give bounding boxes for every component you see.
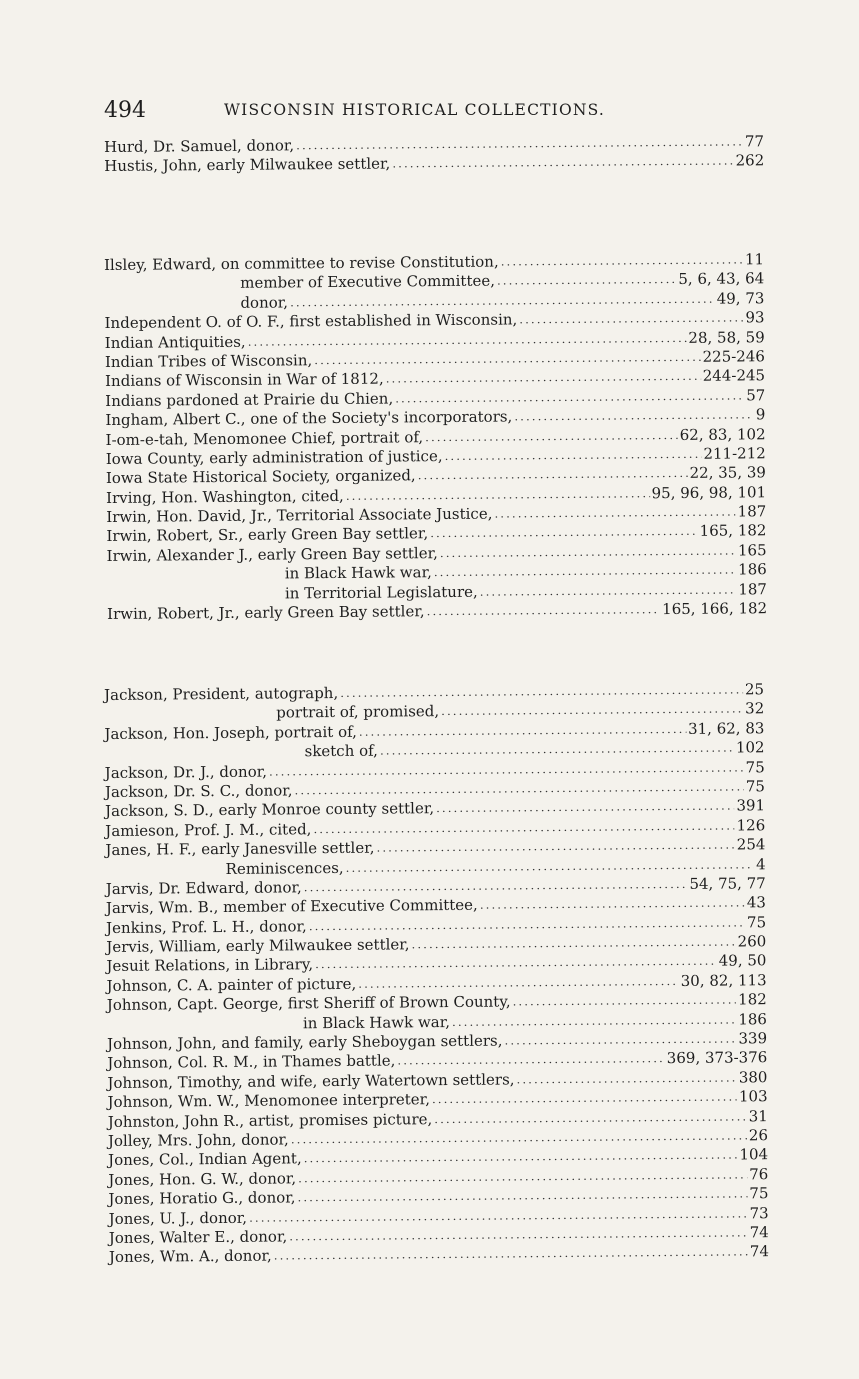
entry-label: Independent O. of O. F., first established in Wisconsin, xyxy=(104,310,518,333)
entry-pages: 22, 35, 39 xyxy=(689,463,766,483)
entry-label: Jackson, Dr. S. C., donor, xyxy=(104,781,293,801)
entry-pages: 254 xyxy=(736,835,766,854)
entry-pages: 369, 373-376 xyxy=(666,1048,768,1068)
entry-pages: 28, 58, 59 xyxy=(688,327,765,347)
leader-dots xyxy=(432,1088,737,1110)
entry-label: Johnson, C. A. painter of picture, xyxy=(106,974,357,995)
leader-dots xyxy=(494,503,735,524)
entry-label: Jolley, Mrs. John, donor, xyxy=(107,1130,289,1150)
entry-pages: 74 xyxy=(749,1223,769,1242)
entry-pages: 260 xyxy=(737,932,767,951)
entry-label: in Black Hawk war, xyxy=(284,563,432,583)
entry-label: Irwin, Hon. David, Jr., Territorial Associate Justice, xyxy=(106,504,493,527)
leader-dots xyxy=(418,464,688,486)
entry-pages: 182 xyxy=(738,990,767,1009)
entry-label: Iowa State Historical Society, organized, xyxy=(105,466,416,488)
entry-pages: 380 xyxy=(738,1068,768,1087)
entry-label: Jarvis, Wm. B., member of Executive Committee, xyxy=(105,896,478,918)
leader-dots xyxy=(452,1010,736,1032)
entry-pages: 5, 6, 43, 64 xyxy=(678,269,765,289)
entry-pages: 187 xyxy=(737,502,767,521)
leader-dots xyxy=(274,1243,748,1267)
index-section-i xyxy=(104,250,767,624)
entry-label: I-om-e-tah, Menomonee Chief, portrait of, xyxy=(105,427,424,449)
leader-dots xyxy=(501,250,743,272)
entry-label: Hustis, John, early Milwaukee settler, xyxy=(104,154,391,176)
entry-pages: 31, 62, 83 xyxy=(687,719,765,738)
entry-label: Iowa County, early administration of justice, xyxy=(105,446,443,468)
entry-label: Johnson, John, and family, early Sheboygan settlers, xyxy=(107,1031,503,1054)
entry-pages: 57 xyxy=(746,385,766,405)
entry-label: Jenkins, Prof. L. H., donor, xyxy=(106,916,307,937)
entry-pages: 186 xyxy=(738,560,767,579)
entry-label: Johnston, John R., artist, promises picture, xyxy=(107,1109,433,1131)
entry-label: Jackson, S. D., early Monroe county settler, xyxy=(105,799,435,821)
entry-label: Irwin, Robert, Sr., early Green Bay settler, xyxy=(106,524,429,546)
entry-pages: 49, 73 xyxy=(716,289,765,308)
running-title: WISCONSIN HISTORICAL COLLECTIONS. xyxy=(224,101,606,119)
entry-pages: 73 xyxy=(749,1203,769,1222)
entry-pages: 75 xyxy=(745,777,765,796)
entry-label: Indians of Wisconsin in War of 1812, xyxy=(105,369,384,391)
leader-dots xyxy=(441,700,743,722)
entry-pages: 103 xyxy=(738,1087,768,1106)
leader-dots xyxy=(480,580,737,602)
entry-label: Jones, Walter E., donor, xyxy=(108,1227,288,1247)
entry-pages: 95, 96, 98, 101 xyxy=(651,482,767,502)
leader-dots xyxy=(519,309,743,330)
entry-pages: 75 xyxy=(746,912,767,932)
leader-dots xyxy=(497,270,677,291)
entry-pages: 26 xyxy=(748,1126,769,1145)
entry-pages: 75 xyxy=(749,1184,769,1203)
entry-label: Jones, Hon. G. W., donor, xyxy=(108,1169,297,1189)
entry-label: sketch of, xyxy=(304,741,378,761)
entry-pages: 31 xyxy=(748,1106,768,1125)
entry-pages: 165, 166, 182 xyxy=(662,599,768,619)
entry-label: Reminiscences, xyxy=(225,858,344,878)
entry-label: Johnson, Wm. W., Menomonee interpreter, xyxy=(107,1090,431,1112)
entry-label: Jackson, President, autograph, xyxy=(103,683,339,704)
entry-label: Jones, Horatio G., donor, xyxy=(108,1188,296,1209)
entry-label: in Black Hawk war, xyxy=(302,1012,451,1032)
entry-label: Irwin, Alexander J., early Green Bay settler, xyxy=(106,543,438,565)
entry-pages: 9 xyxy=(755,405,766,424)
entry-label: Janes, H. F., early Janesville settler, xyxy=(105,838,375,860)
entry-pages: 339 xyxy=(738,1029,768,1048)
leader-dots xyxy=(440,541,736,563)
leader-dots xyxy=(436,797,735,819)
entry-label: Jackson, Hon. Joseph, portrait of, xyxy=(104,722,357,743)
entry-label: Indian Tribes of Wisconsin, xyxy=(104,351,313,371)
entry-pages: 225-246 xyxy=(702,347,765,366)
entry-label: Johnson, Capt. George, first Sheriff of Brown County, xyxy=(106,992,511,1015)
entry-label: Irving, Hon. Washington, cited, xyxy=(106,486,344,507)
entry-label: donor, xyxy=(240,293,289,312)
entry-pages: 77 xyxy=(744,132,765,151)
leader-dots xyxy=(480,894,745,916)
entry-label: Jones, Wm. A., donor, xyxy=(108,1246,272,1267)
leader-dots xyxy=(512,991,736,1012)
index-section-j xyxy=(104,680,769,1267)
entry-pages: 186 xyxy=(738,1009,768,1029)
entry-pages: 165, 182 xyxy=(699,521,767,541)
entry-pages: 187 xyxy=(738,579,768,599)
entry-label: member of Executive Committee, xyxy=(240,271,496,293)
entry-pages: 74 xyxy=(749,1242,770,1261)
entry-label: Jarvis, Dr. Edward, donor, xyxy=(105,878,302,898)
entry-pages: 126 xyxy=(736,815,766,835)
leader-dots xyxy=(516,1068,736,1089)
entry-pages: 165 xyxy=(737,541,767,560)
leader-dots xyxy=(346,484,650,506)
entry-label: Indians pardoned at Prairie du Chien, xyxy=(105,389,394,410)
leader-dots xyxy=(444,445,701,467)
entry-pages: 104 xyxy=(739,1145,769,1164)
entry-pages: 54, 75, 77 xyxy=(689,874,766,893)
entry-label: Irwin, Robert, Jr., early Green Bay settler, xyxy=(107,602,425,624)
entry-pages: 244-245 xyxy=(702,366,766,386)
entry-pages: 211-212 xyxy=(703,444,766,463)
entry-pages: 49, 50 xyxy=(718,951,767,971)
entry-pages: 76 xyxy=(749,1164,769,1184)
page-header xyxy=(104,98,764,128)
entry-label: Jones, U. J., donor, xyxy=(108,1208,248,1228)
entry-pages: 11 xyxy=(744,250,765,269)
entry-pages: 391 xyxy=(736,796,766,815)
entry-pages: 43 xyxy=(746,893,766,912)
entry-pages: 30, 82, 113 xyxy=(680,971,767,990)
entry-pages: 4 xyxy=(755,854,766,873)
leader-dots xyxy=(434,561,736,583)
entry-label: Hurd, Dr. Samuel, donor, xyxy=(103,136,295,156)
entry-label: Jackson, Dr. J., donor, xyxy=(104,762,268,782)
entry-label: Ilsley, Edward, on committee to revise Constitution, xyxy=(103,252,499,274)
entry-label: Jesuit Relations, in Library, xyxy=(106,955,314,976)
entry-pages: 62, 83, 102 xyxy=(679,424,766,444)
entry-label: Indian Antiquities, xyxy=(104,332,246,352)
page-number: 494 xyxy=(104,98,146,123)
entry-label: Johnson, Col. R. M., in Thames battle, xyxy=(107,1051,396,1073)
entry-label: portrait of, promised, xyxy=(276,702,440,722)
entry-label: Jones, Col., Indian Agent, xyxy=(108,1149,302,1170)
leader-dots xyxy=(397,1050,665,1072)
entry-label: Johnson, Timothy, and wife, early Watertown settlers, xyxy=(107,1070,515,1092)
entry-label: in Territorial Legislature, xyxy=(284,582,478,603)
leader-dots xyxy=(430,522,698,544)
leader-dots xyxy=(425,426,678,448)
entry-label: Ingham, Albert C., one of the Society's incorporators, xyxy=(105,407,513,430)
entry-pages: 262 xyxy=(735,151,765,170)
leader-dots xyxy=(392,152,733,174)
entry-label: Jervis, William, early Milwaukee settler, xyxy=(106,935,410,957)
leader-dots xyxy=(504,1030,736,1051)
entry-pages: 32 xyxy=(745,699,765,718)
leader-dots xyxy=(514,405,754,426)
entry-label: Jamieson, Prof. J. M., cited, xyxy=(105,819,312,840)
entry-pages: 102 xyxy=(735,738,765,757)
entry-pages: 93 xyxy=(745,308,765,327)
entry-pages: 75 xyxy=(745,757,765,776)
entry-pages: 25 xyxy=(744,680,765,699)
index-section-h xyxy=(104,132,764,177)
leader-dots xyxy=(427,600,661,621)
